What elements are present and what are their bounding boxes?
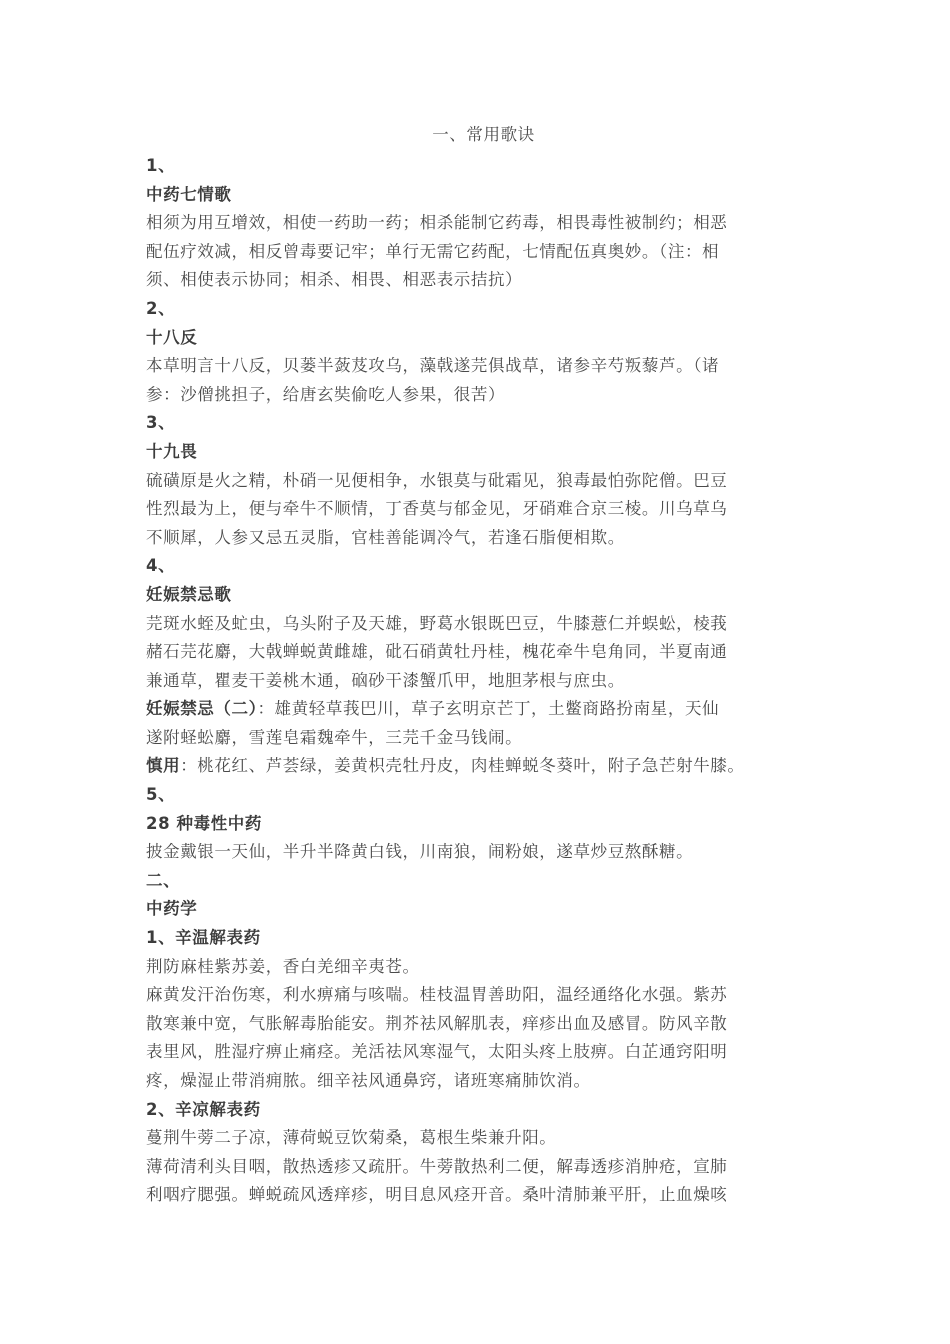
text-line: 兼通草，瞿麦干姜桃木通，硇砂干漆蟹爪甲，地胆茅根与庶虫。 <box>146 670 625 690</box>
text-line: 疼，燥湿止带消痈脓。细辛祛风通鼻窍，诸班寒痛肺饮消。 <box>146 1071 591 1090</box>
section-number: 1、 <box>146 156 176 175</box>
text-line: 利咽疗腮强。蝉蜕疏风透痒疹，明目息风痉开音。桑叶清肺兼平肝，止血燥咳 <box>146 1185 728 1205</box>
inline-text: ：雄黄轻草莪巴川，草子玄明京芒丁，土鳖商路扮南星，天仙 <box>257 699 720 719</box>
text-line: 麻黄发汗治伤寒，利水痹痛与咳喘。桂枝温胃善助阳，温经通络化水强。紫苏 <box>146 985 728 1005</box>
text-line: 本草明言十八反，贝蒌半蔹芨攻乌，藻戟遂芫俱战草，诸参辛芍叛藜芦。（诸 <box>146 356 720 376</box>
text-line: 披金戴银一天仙，半升半降黄白钱，川南狼，闹粉娘，遂草炒豆熬酥糖。 <box>146 842 694 862</box>
part-heading: 中药学 <box>146 899 198 919</box>
section-heading: 妊娠禁忌歌 <box>146 584 232 604</box>
text-line: 表里风，胜湿疗痹止痛痉。羌活祛风寒湿气，太阳头疼上肢痹。白芷通窍阳明 <box>146 1042 728 1062</box>
text-line: 硫磺原是火之精，朴硝一见便相争，水银莫与砒霜见，狼毒最怕弥陀僧。巴豆 <box>146 470 728 490</box>
part-number: 二、 <box>146 870 181 890</box>
text-line: 蔓荆牛蒡二子凉，薄荷蜕豆饮菊桑，葛根生柴兼升阳。 <box>146 1128 557 1148</box>
inline-text: ：桃花红、芦荟绿，姜黄枳壳牡丹皮，肉桂蝉蜕冬葵叶，附子急芒射牛膝。 <box>180 756 745 776</box>
section-number: 2、 <box>146 298 176 318</box>
text-line: 参：沙僧挑担子，给唐玄奘偷吃人参果，很苦） <box>146 384 506 404</box>
text-line: 赭石芫花麝，大戟蝉蜕黄雌雄，砒石硝黄牡丹桂，槐花牵牛皂角同，半夏南通 <box>146 642 728 662</box>
text-line: 不顺犀，人参又忌五灵脂，官桂善能调冷气，若逢石脂便相欺。 <box>146 527 625 547</box>
text-line: 相须为用互增效，相使一药助一药；相杀能制它药毒，相畏毒性被制约；相恶 <box>146 213 728 233</box>
text-line <box>146 1210 811 1239</box>
subsection-heading: 1、辛温解表药 <box>146 928 261 948</box>
text-line: 薄荷清利头目咽，散热透疹又疏肝。牛蒡散热利二便，解毒透疹消肿疮，宣肺 <box>146 1156 728 1176</box>
text-line: 遂附蛏蚣麝，雪莲皂霜魏牵牛，三芫千金马钱闹。 <box>146 727 523 747</box>
text-line <box>146 752 811 781</box>
section-number: 4、 <box>146 556 176 576</box>
section-heading: 十九畏 <box>146 441 198 461</box>
text-line: 须、相使表示协同；相杀、相畏、相恶表示拮抗） <box>146 270 523 290</box>
text-line: 芫斑水蛭及虻虫，乌头附子及天雄，野葛水银既巴豆，牛膝薏仁并蜈蚣，棱莪 <box>146 613 728 633</box>
section-number: 3、 <box>146 413 176 433</box>
document-body <box>146 118 811 1239</box>
page-title: 一、常用歌诀 <box>432 125 535 144</box>
section-heading: 十八反 <box>146 327 198 347</box>
section-number: 5、 <box>146 785 176 805</box>
text-line: 性烈最为上，便与牵牛不顺情，丁香莫与郁金见，牙硝难合京三棱。川乌草乌 <box>146 499 728 519</box>
section-heading: 28 种毒性中药 <box>146 813 263 833</box>
sub-heading: 妊娠禁忌（二） <box>146 699 258 719</box>
text-line: 荆防麻桂紫苏姜，香白羌细辛夷苍。 <box>146 956 420 976</box>
text-line: 配伍疗效减，相反曾毒要记牢；单行无需它药配，七情配伍真奥妙。（注：相 <box>146 241 720 261</box>
subsection-heading: 2、辛凉解表药 <box>146 1099 261 1119</box>
caution-label: 慎用 <box>146 756 181 776</box>
text-line <box>146 695 811 724</box>
text-line: 散寒兼中宽，气胀解毒胎能安。荆芥祛风解肌表，痒疹出血及感冒。防风辛散 <box>146 1013 728 1033</box>
section-heading: 中药七情歌 <box>146 184 232 204</box>
